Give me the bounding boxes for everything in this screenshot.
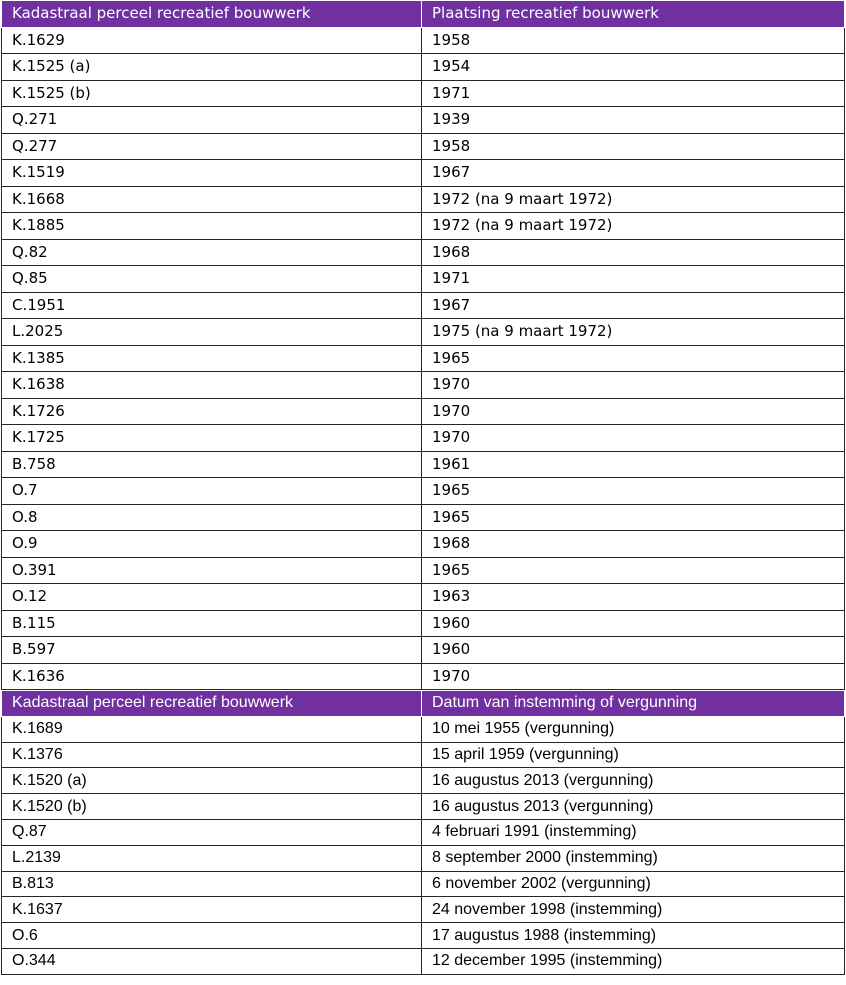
cell-perceel: K.1636	[2, 663, 422, 690]
table-row	[2, 160, 845, 187]
cell-plaatsing: 1972 (na 9 maart 1972)	[422, 186, 845, 213]
cell-datum: 12 december 1995 (instemming)	[422, 948, 845, 974]
cell-perceel: Q.277	[2, 133, 422, 160]
table-row	[2, 923, 845, 949]
table-row	[2, 871, 845, 897]
cell-perceel: Q.87	[2, 819, 422, 845]
column-header-perceel: Kadastraal perceel recreatief bouwwerk	[2, 1, 422, 28]
table-row	[2, 319, 845, 346]
table-row	[2, 819, 845, 845]
cell-perceel: K.1668	[2, 186, 422, 213]
cell-perceel: B.597	[2, 637, 422, 664]
cell-perceel: K.1725	[2, 425, 422, 452]
table-row	[2, 266, 845, 293]
table-row	[2, 133, 845, 160]
cell-datum: 16 augustus 2013 (vergunning)	[422, 768, 845, 794]
cell-plaatsing: 1939	[422, 107, 845, 134]
cell-perceel: K.1519	[2, 160, 422, 187]
table-row	[2, 292, 845, 319]
vergunning-table	[1, 690, 845, 975]
table-row	[2, 213, 845, 240]
table-row	[2, 768, 845, 794]
table-row	[2, 451, 845, 478]
cell-perceel: O.12	[2, 584, 422, 611]
cell-plaatsing: 1967	[422, 292, 845, 319]
table-row	[2, 948, 845, 974]
cell-plaatsing: 1965	[422, 345, 845, 372]
table-row	[2, 610, 845, 637]
table-row	[2, 425, 845, 452]
cell-perceel: K.1629	[2, 27, 422, 54]
cell-perceel: O.9	[2, 531, 422, 558]
table-header-row	[2, 1, 845, 28]
cell-perceel: K.1520 (b)	[2, 794, 422, 820]
table-row	[2, 80, 845, 107]
cell-perceel: B.115	[2, 610, 422, 637]
cell-perceel: L.2139	[2, 845, 422, 871]
cell-plaatsing: 1971	[422, 80, 845, 107]
table-row	[2, 398, 845, 425]
cell-perceel: O.391	[2, 557, 422, 584]
table-row	[2, 557, 845, 584]
table-row	[2, 794, 845, 820]
cell-plaatsing: 1968	[422, 239, 845, 266]
table-row	[2, 742, 845, 768]
cell-plaatsing: 1970	[422, 663, 845, 690]
cell-plaatsing: 1970	[422, 398, 845, 425]
cell-perceel: C.1951	[2, 292, 422, 319]
cell-perceel: K.1376	[2, 742, 422, 768]
table-row	[2, 54, 845, 81]
cell-perceel: K.1689	[2, 716, 422, 742]
cell-plaatsing: 1971	[422, 266, 845, 293]
cell-perceel: K.1525 (a)	[2, 54, 422, 81]
cell-plaatsing: 1965	[422, 557, 845, 584]
cell-datum: 8 september 2000 (instemming)	[422, 845, 845, 871]
plaatsing-table	[1, 0, 845, 690]
cell-perceel: K.1885	[2, 213, 422, 240]
cell-plaatsing: 1975 (na 9 maart 1972)	[422, 319, 845, 346]
table-row	[2, 107, 845, 134]
cell-plaatsing: 1972 (na 9 maart 1972)	[422, 213, 845, 240]
cell-perceel: Q.82	[2, 239, 422, 266]
table-header-row	[2, 691, 845, 717]
table-row	[2, 186, 845, 213]
cell-perceel: L.2025	[2, 319, 422, 346]
column-header-perceel: Kadastraal perceel recreatief bouwwerk	[2, 691, 422, 717]
cell-datum: 16 augustus 2013 (vergunning)	[422, 794, 845, 820]
cell-perceel: K.1638	[2, 372, 422, 399]
cell-plaatsing: 1965	[422, 504, 845, 531]
cell-datum: 24 november 1998 (instemming)	[422, 897, 845, 923]
table-row	[2, 504, 845, 531]
cell-plaatsing: 1960	[422, 637, 845, 664]
cell-plaatsing: 1960	[422, 610, 845, 637]
table-row	[2, 531, 845, 558]
cell-perceel: O.344	[2, 948, 422, 974]
cell-datum: 15 april 1959 (vergunning)	[422, 742, 845, 768]
cell-datum: 17 augustus 1988 (instemming)	[422, 923, 845, 949]
table-row	[2, 716, 845, 742]
table-body	[2, 27, 845, 690]
cell-perceel: O.7	[2, 478, 422, 505]
table-row	[2, 897, 845, 923]
cell-datum: 4 februari 1991 (instemming)	[422, 819, 845, 845]
column-header-plaatsing: Plaatsing recreatief bouwwerk	[422, 1, 845, 28]
document	[1, 0, 844, 975]
cell-plaatsing: 1963	[422, 584, 845, 611]
table-row	[2, 27, 845, 54]
cell-perceel: K.1520 (a)	[2, 768, 422, 794]
cell-perceel: Q.271	[2, 107, 422, 134]
cell-plaatsing: 1970	[422, 425, 845, 452]
cell-perceel: B.758	[2, 451, 422, 478]
table-row	[2, 584, 845, 611]
cell-plaatsing: 1967	[422, 160, 845, 187]
table-row	[2, 372, 845, 399]
cell-datum: 6 november 2002 (vergunning)	[422, 871, 845, 897]
column-header-datum: Datum van instemming of vergunning	[422, 691, 845, 717]
cell-datum: 10 mei 1955 (vergunning)	[422, 716, 845, 742]
cell-plaatsing: 1970	[422, 372, 845, 399]
table-row	[2, 637, 845, 664]
cell-plaatsing: 1965	[422, 478, 845, 505]
cell-plaatsing: 1968	[422, 531, 845, 558]
cell-perceel: K.1726	[2, 398, 422, 425]
cell-perceel: Q.85	[2, 266, 422, 293]
table-row	[2, 845, 845, 871]
cell-perceel: K.1637	[2, 897, 422, 923]
table-row	[2, 239, 845, 266]
cell-plaatsing: 1958	[422, 133, 845, 160]
cell-plaatsing: 1954	[422, 54, 845, 81]
cell-perceel: O.8	[2, 504, 422, 531]
cell-perceel: B.813	[2, 871, 422, 897]
cell-perceel: K.1525 (b)	[2, 80, 422, 107]
cell-perceel: O.6	[2, 923, 422, 949]
cell-perceel: K.1385	[2, 345, 422, 372]
table-row	[2, 478, 845, 505]
cell-plaatsing: 1958	[422, 27, 845, 54]
table-body	[2, 716, 845, 974]
table-row	[2, 345, 845, 372]
table-row	[2, 663, 845, 690]
cell-plaatsing: 1961	[422, 451, 845, 478]
